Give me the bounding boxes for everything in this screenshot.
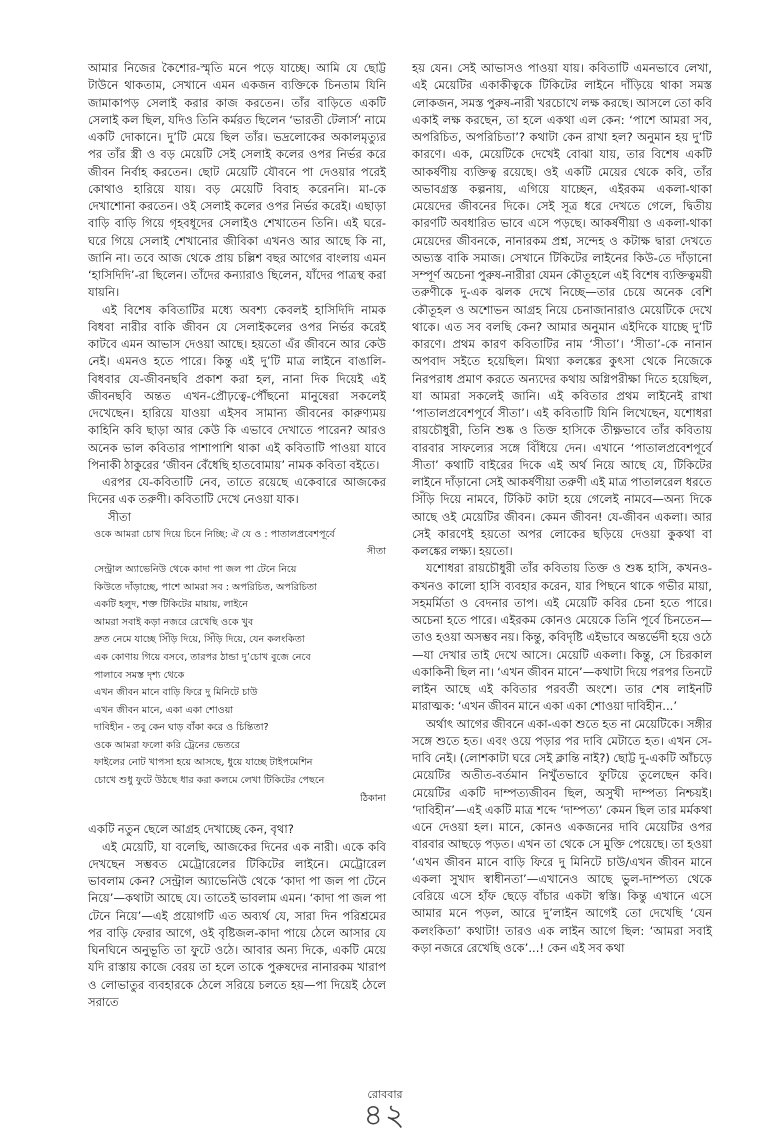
poem-line: ঠিকানা bbox=[360, 792, 386, 804]
poem-line: একটি হলুদ, শক্ত টিকিটের মায়ায়, লাইনে bbox=[94, 599, 249, 611]
poem-line: পালাবে সমস্ত দৃশ্য থেকে bbox=[94, 669, 185, 681]
poem-last-line: একটি নতুন ছেলে আগ্রহ দেখাচ্ছে কেন, বৃথা? bbox=[88, 822, 294, 837]
page-footer bbox=[0, 1088, 770, 1131]
poem-line: চোখে শুধু ফুটে উঠছে ধার করা কলমে লেখা টিকিটের পেছনে bbox=[94, 775, 325, 787]
poem-line: সেন্ট্রাল অ্যাভেনিউ থেকে কাদা পা জল পা টেনে নিয়ে bbox=[94, 563, 297, 575]
poem-line: এখন জীবন মানে বাড়ি ফিরে দু মিনিটে চাউ bbox=[94, 687, 258, 699]
poem-line: ফাইলের নোট খাপসা হয়ে আসছে, ধুয়ে যাচ্ছে টাইপমেশিন bbox=[94, 757, 313, 769]
paragraph-5: হয় যেন। সেই আভাসও পাওয়া যায়। কবিতাটি এমনভাবে লেখা, এই মেয়েটির একাকীত্বকে টিকিটের লাইনে দাঁড়িয়ে থাকা সমস্ত লোকজন, সমস্ত পুরুষ-নারী খরচোখে লক্ষ করছে। আসলে তো কবি একাই লক্ষ করছেন, তা হলে একথা এল কেন: ‘পাশে আমরা সব, অপরিচিত, অপরিচিতা’? কথাটা কেন রাখা হল? অনুমান হয় দু’টি কারণে। এক, মেয়েটিকে দেখেই বোঝা যায়, তার বিশেষ একটি আকর্ষণীয় ব্যক্তিত্ব রয়েছে। ওই একটি মেয়ের থেকে কবি, তাঁর অভাবগ্রস্ত কল্পনায়, এগিয়ে যাচ্ছেন, এইরকম একলা-থাকা মেয়েদের জীবনের দিকে। সেই সূত্র ধরে দেখতে গেলে, দ্বিতীয় কারণটি অবধারিত ভাবে এসে পড়ছে। আকর্ষণীয়া ও একলা-থাকা মেয়েদের জীবনকে, নানারকম প্রশ্ন, সন্দেহ ও কটাক্ষ দ্বারা দেখতে অভ্যস্ত বাকি সমাজ। সেখানে টিকিটের লাইনের কিউ-তে দাঁড়ানো সম্পূর্ণ অচেনা পুরুষ-নারীরা যেমন কৌতূহলে এই বিশেষ ব্যক্তিত্বময়ী তরুণীকে দু-এক ঝলক দেখে নিচ্ছে—তার চেয়ে অনেক বেশি কৌতূহল ও অশোভন আগ্রহ নিয়ে চেনাজানারাও মেয়েটিকে দেখে থাকে। এত সব বলছি কেন? আমার অনুমান এইদিকে যাচ্ছে দু’টি কারণে। প্রথম কারণ কবিতাটির নাম ‘সীতা’। ‘সীতা’-কে নানান অপবাদ সইতে হয়েছিল। মিথ্যা কলঙ্কের কুৎসা থেকে নিজেকে নিরপরাধ প্রমাণ করতে অন্যদের কথায় অগ্নিপরীক্ষা দিতে হয়েছিল, যা আমরা সকলেই জানি। এই কবিতার প্রথম লাইনেই রাখা ‘পাতালপ্রবেশপূর্বে সীতা’। এই কবিতাটি যিনি লিখেছেন, যশোধরা রায়চৌধুরী, তিনি শুষ্ক ও তিক্ত হাসিকে তীক্ষ্ণভাবে তাঁর কবিতায় বারবার সাফল্যের সঙ্গে বিঁধিয়ে দেন। এখানে ‘পাতালপ্রবেশপূর্বে সীতা’ কথাটি বাইরের দিকে এই অর্থ নিয়ে আছে যে, টিকিটের লাইনে দাঁড়ানো সেই আকর্ষণীয়া তরুণী এই মাত্র পাতালরেল ধরতে সিঁড়ি দিয়ে নামবে, টিকিট কাটা হয়ে গেলেই নামবে—অন্য দিকে আছে ওই মেয়েটির জীবন। কেমন জীবন! যে-জীবন একলা। আর সেই কারণেই হয়তো অপর লোকের ছড়িয়ে দেওয়া কুকথা বা কলঙ্কের লক্ষ্য। হয়তো। bbox=[412, 61, 712, 558]
poem-title: সীতা bbox=[108, 509, 132, 524]
poem-line: ওকে আমরা চোখ দিয়ে চিনে নিচ্ছি: ঐ যে ও : পাতালপ্রবেশপূর্বে bbox=[94, 528, 335, 540]
poem-line: এখন জীবন মানে, একা একা শোওয়া bbox=[94, 704, 234, 716]
poem-line: দ্রুত নেমে যাচ্ছে সিঁড়ি দিয়ে, সিঁড়ি দিয়ে, যেন কলংকিতা bbox=[94, 634, 305, 646]
paragraph-1: আমার নিজের কৈশোর-স্মৃতি মনে পড়ে যাচ্ছে। আমি যে ছোট্ট টাউনে থাকতাম, সেখানে এমন একজন ব্যক্তিকে চিনতাম যিনি জামাকাপড় সেলাই করার কাজ করতেন। তাঁর বাড়িতে একটি সেলাই কল ছিল, যদিও তিনি কর্মরত ছিলেন ‘ভারতী টেলার্স’ নামে একটি দোকানে। দু’টি মেয়ে ছিল তাঁর। ভদ্রলোকের অকালমৃত্যুর পর তাঁর স্ত্রী ও বড় মেয়েটি সেই সেলাই কলের ওপর নির্ভর করে জীবন নির্বাহ করতেন। ছোট মেয়েটি যৌবনে পা দেওয়ার পরেই কোথাও হারিয়ে যায়। বড় মেয়েটি বিবাহ করেননি। মা-কে দেখাশোনা করতেন। ওই সেলাই কলের ওপর নির্ভর করেই। এছাড়া বাড়ি বাড়ি গিয়ে গৃহবধূদের সেলাইও শেখাতেন তিনি। এই ঘরে-ঘরে গিয়ে সেলাই শেখানোর জীবিকা এখনও আর আছে কি না, জানি না। তবে আজ থেকে প্রায় চল্লিশ বছর আগের বাংলায় এমন ‘হাসিদিদি’-রা ছিলেন। তাঁদের কন্যারাও ছিলেন, যাঁদের পাত্রস্থ করা যায়নি। bbox=[88, 61, 386, 300]
poem-line: ওকে আমরা ফলো করি ট্রেনের ভেতরে bbox=[94, 739, 240, 751]
paragraph-6: যশোধরা রায়চৌধুরী তাঁর কবিতায় তিক্ত ও শুষ্ক হাসি, কখনও-কখনও কালো হাসি ব্যবহার করেন, যার পিছনে থাকে গভীর মায়া, সহমর্মিতা ও বেদনার তাপ। এই মেয়েটি কবির চেনা হতে পারে। অচেনা হতে পারে। এইরকম কোনও মেয়েকে তিনি পূর্বে চিনতেন—তাও হওয়া অসম্ভব নয়। কিন্তু, কবিদৃষ্টি এইভাবে অন্তর্ভেদী হয়ে ওঠে—যা দেখার তাই দেখে আসে। মেয়েটি একলা। কিন্তু, সে চিরকাল একাকিনী ছিল না। ‘এখন জীবন মানে’—কথাটা দিয়ে পরপর তিনটে লাইন আছে এই কবিতার পরবর্তী অংশে। তার শেষ লাইনটি মারাত্মক: ‘এখন জীবন মানে একা একা শোওয়া দাবিহীন...’ bbox=[412, 561, 712, 714]
magazine-name: রোববার bbox=[367, 1088, 403, 1101]
poem-line: আমরা সবাই কড়া নজরে রেখেছি ওকে খুব bbox=[94, 616, 254, 628]
poem-block bbox=[94, 526, 386, 808]
poem-line: এক কোণায় গিয়ে বসবে, তারপর ঠান্ডা দু’চোখ বুজে নেবে bbox=[94, 651, 311, 663]
page-number: ৪২ bbox=[363, 1098, 407, 1133]
paragraph-2: এই বিশেষ কবিতাটির মধ্যে অবশ্য কেবলই হাসিদিদি নামক বিধবা নারীর বাকি জীবন যে সেলাইকলের ওপর নির্ভর করেই কাটবে এমন আভাস দেওয়া আছে। হয়তো এঁর জীবনে আর কেউ নেই। এমনও হতে পারে। কিন্তু এই দু’টি মাত্র লাইনে বাঙালি-বিধবার যে-জীবনছবি প্রকাশ করা হল, নানা দিক দিয়েই এই জীবনছবি অন্তত এখন-প্রৌঢ়ত্বে-পৌঁছনো মানুষেরা সকলেই দেখেছেন। হারিয়ে যাওয়া এইসব সামান্য জীবনের কারুণ্যময় কাহিনি কবি ছাড়া আর কেউ কি এভাবে দেখাতে পারেন? আরও অনেক ভাল কবিতার পাশাপাশি থাকা এই কবিতাটি পাওয়া যাবে পিনাকী ঠাকুরের ‘জীবন বেঁধেছি হাতবোমায়’ নামক কবিতা বইতে। bbox=[88, 302, 386, 472]
paragraph-4: এই মেয়েটি, যা বলেছি, আজকের দিনের এক নারী। একে কবি দেখছেন সম্ভবত মেট্রোরেলের টিকিটের লাইনে। মেট্রোরেল ভাবলাম কেন? সেন্ট্রাল অ্যাভেনিউ থেকে ‘কাদা পা জল পা টেনে নিয়ে’—কথাটা আছে যে। তাতেই ভাবলাম এমন। ‘কাদা পা জল পা টেনে নিয়ে’—এই প্রয়োগটি এত অব্যর্থ যে, সারা দিন পরিশ্রমের পর বাড়ি ফেরার আগে, ওই বৃষ্টিজল-কাদা পায়ে ঠেলে আসার যে ঘিনঘিনে অনুভূতি তা ফুটে ওঠে। আবার অন্য দিকে, একটি মেয়ে যদি রাস্তায় কাজে বেরয় তা হলে তাকে পুরুষদের নানারকম খারাপ ও লোভাতুর ব্যবহারকে ঠেলে সরিয়ে চলতে হয়—পা দিয়েই ঠেলে সরাতে bbox=[88, 839, 386, 1009]
spacer bbox=[88, 807, 386, 821]
left-column bbox=[88, 60, 386, 1011]
poem-line: সীতা bbox=[366, 546, 386, 558]
paragraph-3: এরপর যে-কবিতাটি নেব, তাতে রয়েছে একেবারে আজকের দিনের এক তরুণী। কবিতাটি দেখে নেওয়া যাক। bbox=[88, 475, 386, 507]
poem-line: দাবিহীন - তবু কেন ঘাড় বাঁকা করে ও চিন্তিতা? bbox=[94, 722, 269, 734]
poem-line: কিউতে দাঁড়াচ্ছে, পাশে আমরা সব : অপরিচিত, অপরিচিতা bbox=[94, 581, 317, 593]
right-column bbox=[412, 60, 712, 957]
paragraph-7: অর্থাৎ আগের জীবনে একা-একা শুতে হত না মেয়েটিকে। সঙ্গীর সঙ্গে শুতে হত। এবং ওয়ে পড়ার পর দাবি মেটাতে হত। এখন সে-দাবি নেই। (লোশকাটা ঘরে সেই ক্লান্তি নাই?) ছোট্ট দু-একটি আঁচড়ে মেয়েটির অতীত-বর্তমান নিখুঁতভাবে ফুটিয়ে তুলেছেন কবি। মেয়েটির একটি দাম্পত্যজীবন ছিল, অসুখী দাম্পত্য নিশ্চয়ই। ‘দাবিহীন’—এই একটি মাত্র শব্দে ‘দাম্পত্য’ কেমন ছিল তার মর্মকথা এনে দেওয়া হল। মানে, কোনও একজনের দাবি মেয়েটির ওপর বারবার আছড়ে পড়ত। এখন তা থেকে সে মুক্তি পেয়েছে। তা হওয়া ‘এখন জীবন মানে বাড়ি ফিরে দু মিনিটে চাউ/এখন জীবন মানে একলা সুখাদ স্বাধীনতা’—এখানেও আছে ভুল-দাম্পত্য থেকে বেরিয়ে এসে হাঁফ ছেড়ে বাঁচার একটা স্বস্তি। কিন্তু এখানে এসে আমার মনে পড়ল, আরে দু’লাইন আগেই তো দেখেছি ‘যেন কলংকিতা’ কথাটা! তারও এক লাইন আগে ছিল: ‘আমরা সবাই কড়া নজরে রেখেছি ওকে’...! কেন এই সব কথা bbox=[412, 716, 712, 955]
